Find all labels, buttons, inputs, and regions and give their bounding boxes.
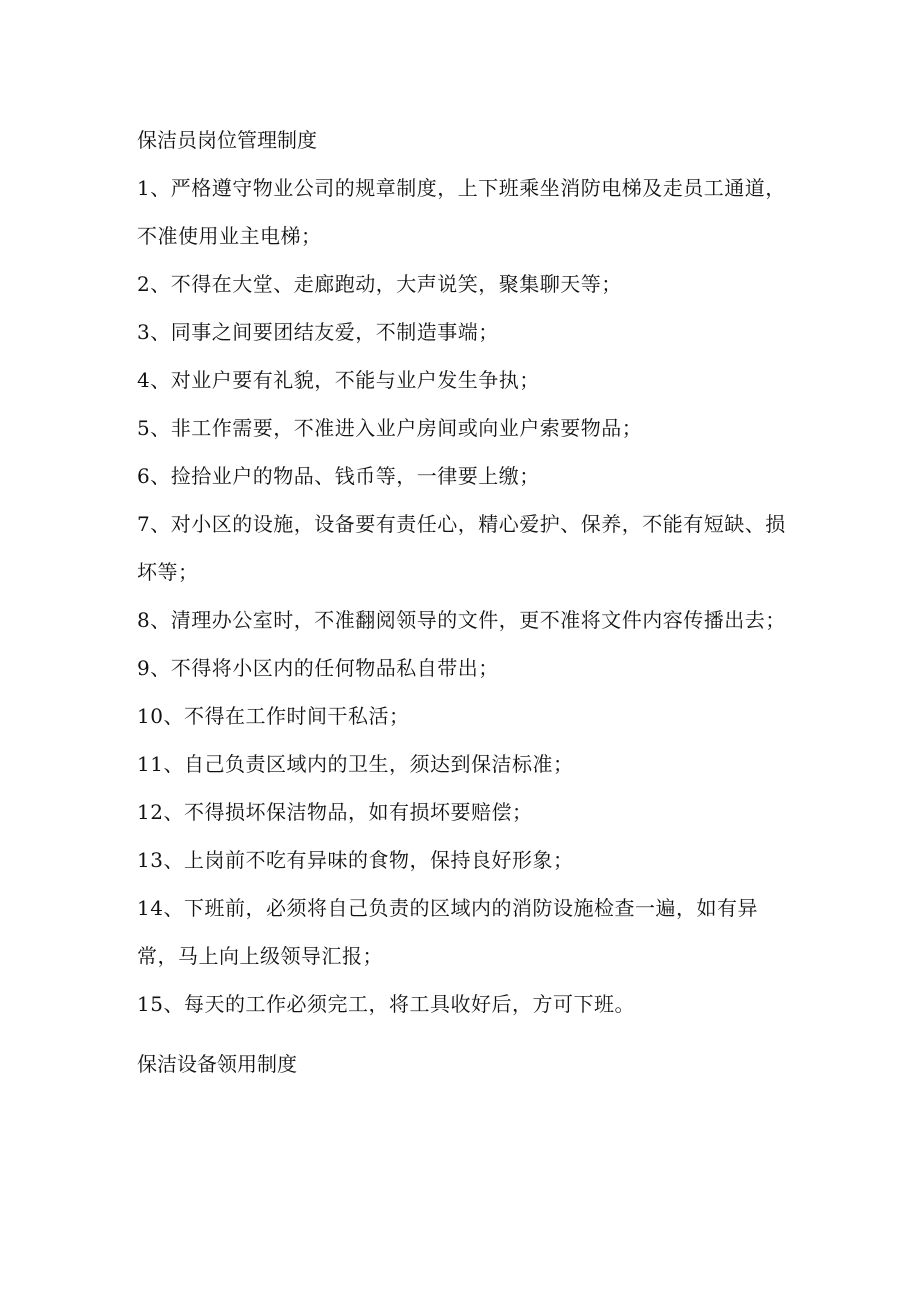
rule-item: 2、不得在大堂、走廊跑动，大声说笑，聚集聊天等； xyxy=(137,272,622,296)
rule-item: 4、对业户要有礼貌，不能与业户发生争执； xyxy=(137,368,540,392)
rule-item: 10、不得在工作时间干私活； xyxy=(137,704,410,728)
document-body xyxy=(137,116,797,1088)
rule-item: 12、不得损坏保洁物品，如有损坏要赔偿； xyxy=(137,800,533,824)
section-title-equipment-requisition: 保洁设备领用制度 xyxy=(137,1052,297,1076)
rule-item: 3、同事之间要团结友爱，不制造事端； xyxy=(137,320,499,344)
rule-item: 1、严格遵守物业公司的规章制度，上下班乘坐消防电梯及走员工通道，不准使用业主电梯； xyxy=(137,176,786,248)
rule-item: 8、清理办公室时，不准翻阅领导的文件，更不准将文件内容传播出去； xyxy=(137,608,786,632)
rule-item: 7、对小区的设施，设备要有责任心，精心爱护、保养，不能有短缺、损坏等； xyxy=(137,512,786,584)
rule-item: 11、自己负责区域内的卫生，须达到保洁标准； xyxy=(137,752,574,776)
rule-item: 15、每天的工作必须完工，将工具收好后，方可下班。 xyxy=(137,992,635,1016)
rule-item: 6、捡拾业户的物品、钱币等，一律要上缴； xyxy=(137,464,540,488)
section-title-cleaner-management: 保洁员岗位管理制度 xyxy=(137,128,317,152)
rule-item: 14、下班前，必须将自己负责的区域内的消防设施检查一遍，如有异常，马上向上级领导汇报； xyxy=(137,896,758,968)
rule-item: 5、非工作需要，不准进入业户房间或向业户索要物品； xyxy=(137,416,643,440)
rules-list xyxy=(137,164,797,1028)
rule-item: 9、不得将小区内的任何物品私自带出； xyxy=(137,656,499,680)
rule-item: 13、上岗前不吃有异味的食物，保持良好形象； xyxy=(137,848,574,872)
